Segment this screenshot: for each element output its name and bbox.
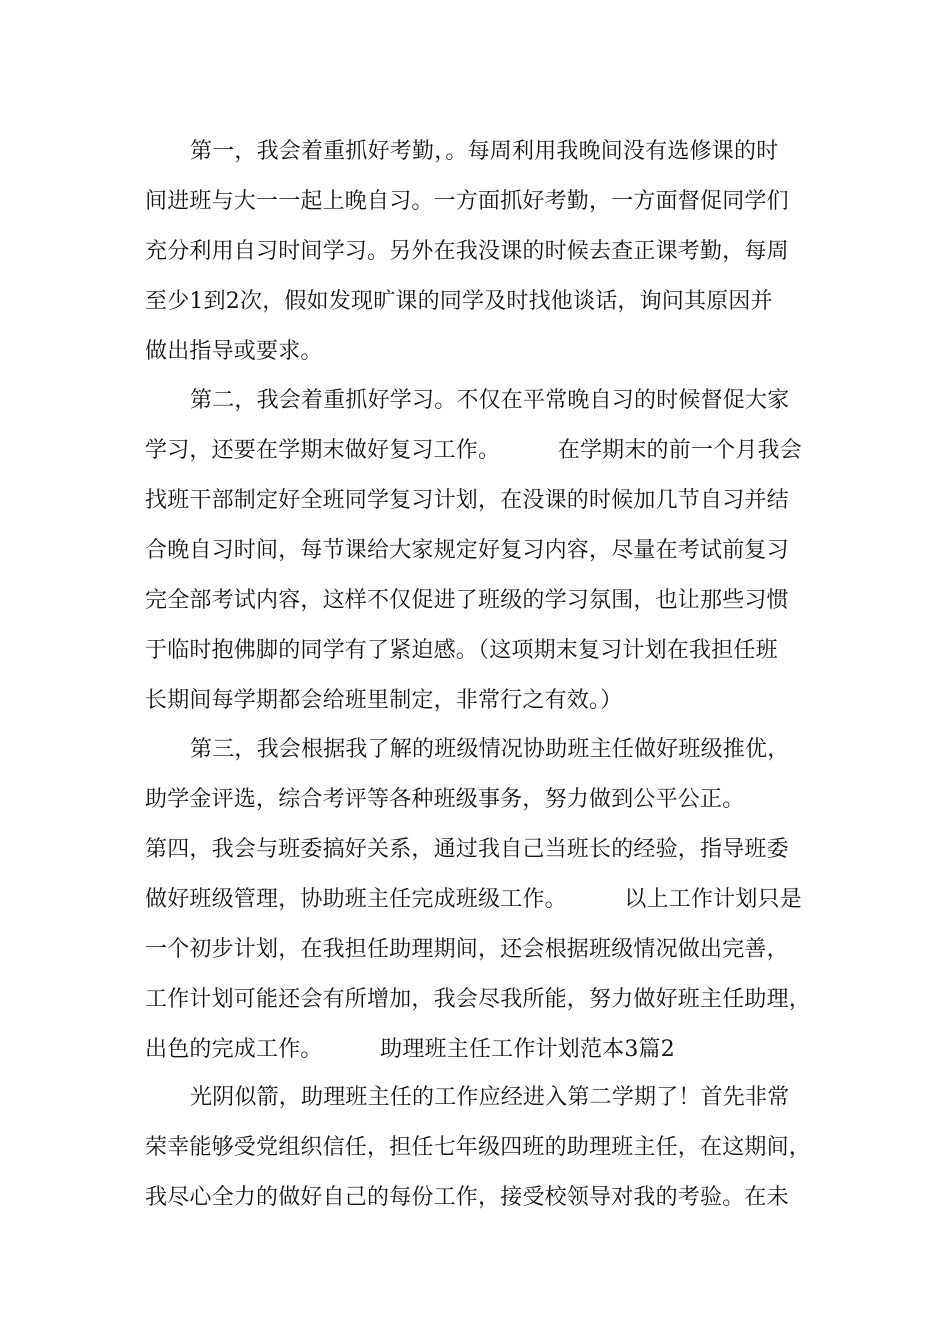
text-line: 间进班与大一一起上晚自习。一方面抓好考勤，一方面督促同学们 [145, 189, 789, 214]
text-line: 出色的完成工作。 助理班主任工作计划范本3篇2 [145, 1037, 675, 1062]
text-line: 工作计划可能还会有所增加，我会尽我所能，努力做好班主任助理， [145, 987, 812, 1012]
text-line: 找班干部制定好全班同学复习计划，在没课的时候加几节自习并结 [145, 488, 789, 513]
text-line: 于临时抱佛脚的同学有了紧迫感。（这项期末复习计划在我担任班 [145, 638, 778, 663]
text-line: 一个初步计划，在我担任助理期间，还会根据班级情况做出完善， [145, 937, 789, 962]
text-line: 学习，还要在学期末做好复习工作。 在学期末的前一个月我会 [145, 438, 802, 463]
text-line: 第三，我会根据我了解的班级情况协助班主任做好班级推优， [190, 737, 790, 762]
text-line: 长期间每学期都会给班里制定，非常行之有效。） [145, 688, 623, 713]
text-line: 做好班级管理，协助班主任完成班级工作。 以上工作计划只是 [145, 887, 802, 912]
text-line: 助学金评选，综合考评等各种班级事务，努力做到公平公正。 [145, 787, 745, 812]
text-line: 第二，我会着重抓好学习。不仅在平常晚自习的时候督促大家 [190, 388, 790, 413]
text-line: 至少1到2次，假如发现旷课的同学及时找他谈话，询问其原因并 [145, 289, 773, 314]
text-line: 我尽心全力的做好自己的每份工作，接受校领导对我的考验。在未 [145, 1185, 789, 1210]
text-line: 光阴似箭，助理班主任的工作应经进入第二学期了！首先非常 [190, 1085, 790, 1110]
text-line: 完全部考试内容，这样不仅促进了班级的学习氛围，也让那些习惯 [145, 588, 789, 613]
text-line: 合晚自习时间，每节课给大家规定好复习内容，尽量在考试前复习 [145, 538, 789, 563]
text-line: 荣幸能够受党组织信任，担任七年级四班的助理班主任，在这期间， [145, 1135, 812, 1160]
text-line: 第一，我会着重抓好考勤，。每周利用我晚间没有选修课的时 [190, 139, 779, 164]
text-line: 做出指导或要求。 [145, 339, 323, 364]
text-line: 第四，我会与班委搞好关系，通过我自己当班长的经验，指导班委 [145, 837, 789, 862]
text-line: 充分利用自习时间学习。另外在我没课的时候去查正课考勤，每周 [145, 239, 789, 264]
